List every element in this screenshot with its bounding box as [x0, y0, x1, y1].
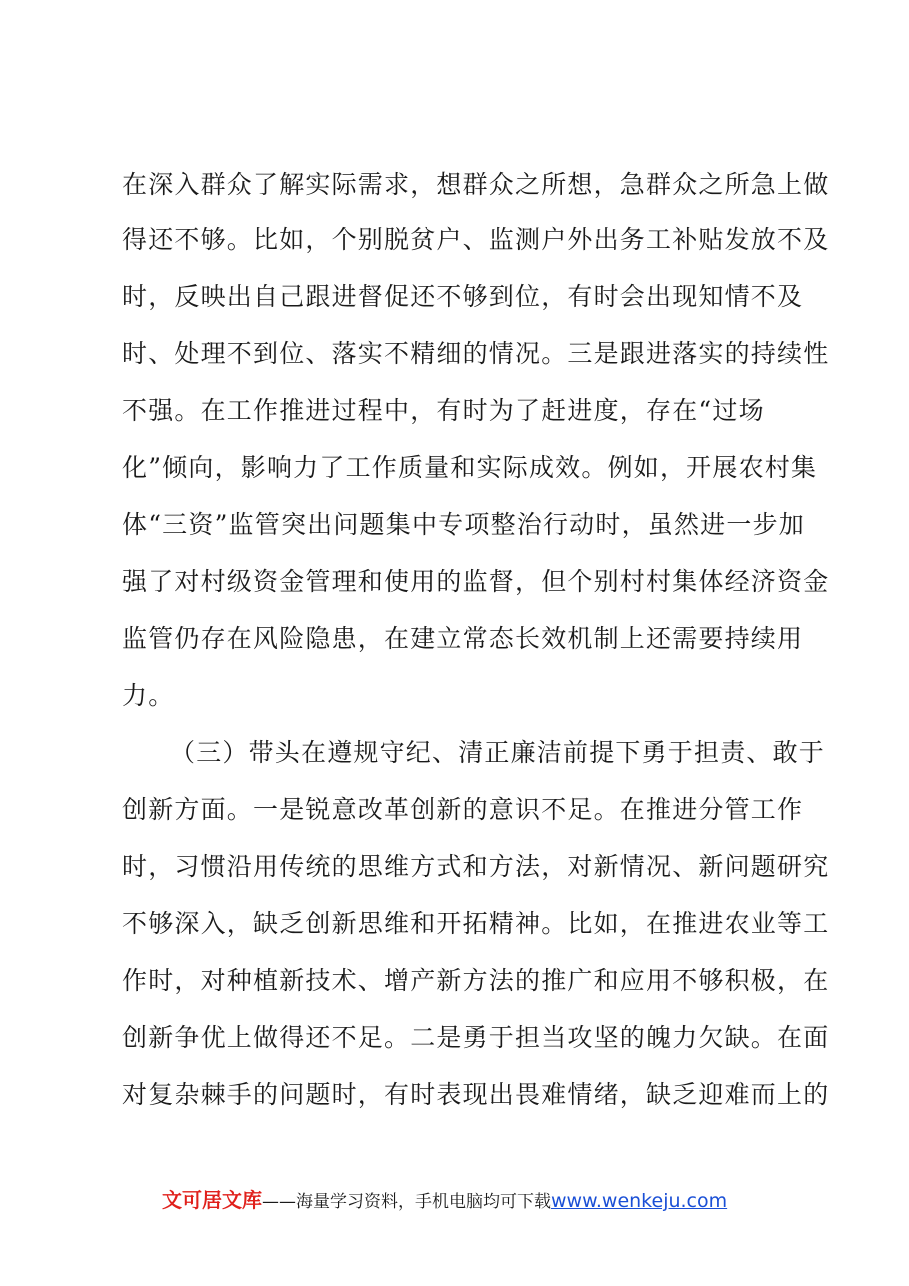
paragraph-line: 时，反映出自己跟进督促还不够到位，有时会出现知情不及	[122, 282, 804, 311]
paragraph-line: 化”倾向，影响力了工作质量和实际成效。例如，开展农村集	[122, 453, 818, 482]
paragraph-line: 创新争优上做得还不足。二是勇于担当攻坚的魄力欠缺。在面	[122, 1023, 830, 1052]
footer-url-link[interactable]: www.wenkeju.com	[551, 1190, 728, 1212]
paragraph-line: 不强。在工作推进过程中，有时为了赶进度，存在“过场	[122, 396, 765, 425]
paragraph-line: 创新方面。一是锐意改革创新的意识不足。在推进分管工作	[122, 795, 804, 824]
paragraph-line: 体“三资”监管突出问题集中专项整治行动时，虽然进一步加	[122, 510, 805, 539]
paragraph-line: 作时，对种植新技术、增产新方法的推广和应用不够积极，在	[122, 966, 830, 995]
paragraph-line: 时、处理不到位、落实不精细的情况。三是跟进落实的持续性	[122, 339, 830, 368]
footer-slogan: ——海量学习资料，手机电脑均可下载	[262, 1192, 551, 1212]
paragraph-line: 对复杂棘手的问题时，有时表现出畏难情绪，缺乏迎难而上的	[122, 1080, 830, 1109]
paragraph-line: 监管仍存在风险隐患，在建立常态长效机制上还需要持续用	[122, 624, 804, 653]
paragraph-line: 不够深入，缺乏创新思维和开拓精神。比如，在推进农业等工	[122, 909, 830, 938]
paragraph-line: 在深入群众了解实际需求，想群众之所想，急群众之所急上做	[122, 170, 830, 199]
paragraph-line: 时，习惯沿用传统的思维方式和方法，对新情况、新问题研究	[122, 852, 830, 881]
paragraph-line: 强了对村级资金管理和使用的监督，但个别村村集体经济资金	[122, 567, 830, 596]
section-heading-line: （三）带头在遵规守纪、清正廉洁前提下勇于担责、敢于	[170, 738, 826, 767]
footer-banner	[162, 1184, 727, 1210]
paragraph-line: 力。	[122, 681, 175, 710]
paragraph-line: 得还不够。比如，个别脱贫户、监测户外出务工补贴发放不及	[122, 225, 830, 254]
footer-brand: 文可居文库	[162, 1188, 262, 1212]
